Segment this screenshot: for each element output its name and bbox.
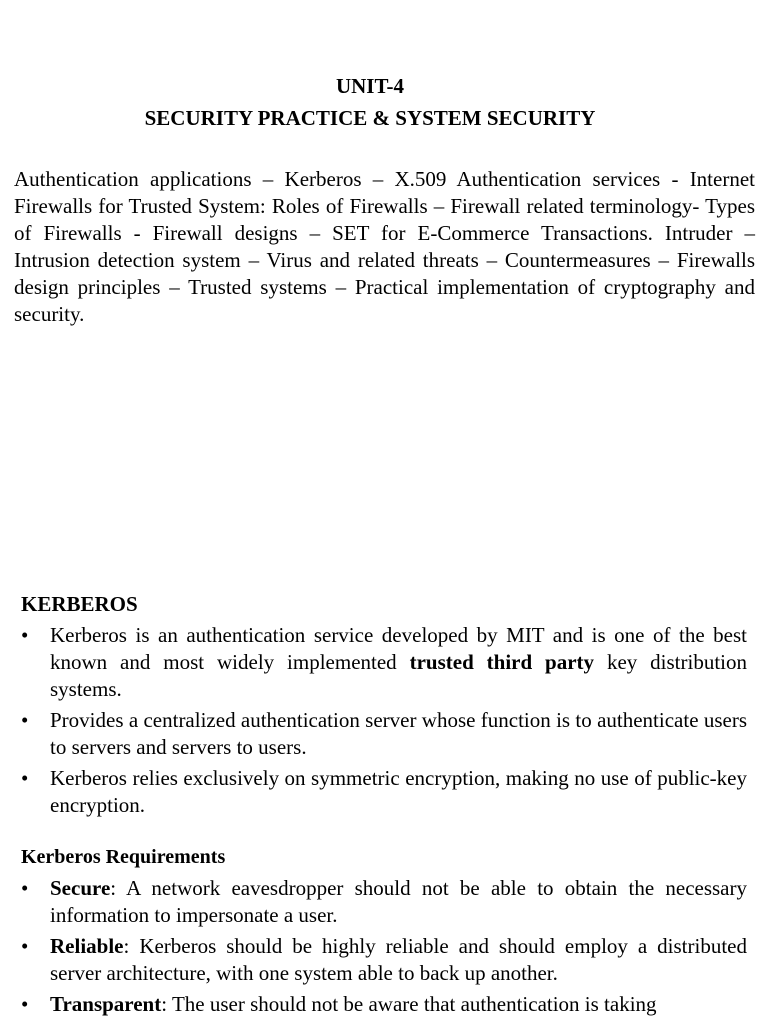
- syllabus-paragraph: Authentication applications – Kerberos – X.509 Authentication services - Internet Firewalls for Trusted System: Roles of Firewalls – Firewall related terminology- Types of Firewalls - Firewall designs – SET for E-Commerce Transactions. Intruder – Intrusion detection system – Virus and related threats – Countermeasures – Firewalls design principles – Trusted systems – Practical implementation of cryptography and security.: [14, 167, 755, 326]
- requirements-section: [21, 843, 747, 1022]
- list-item: [21, 622, 747, 703]
- requirement-text: : A network eavesdropper should not be able to obtain the necessary information to impersonate a user.: [50, 876, 747, 927]
- list-item-text: key distribution systems.: [50, 650, 747, 701]
- list-item: [21, 991, 747, 1018]
- requirement-term: Secure: [50, 876, 111, 900]
- section-heading-requirements: Kerberos Requirements: [21, 846, 226, 868]
- unit-title: SECURITY PRACTICE & SYSTEM SECURITY: [144, 106, 596, 130]
- emphasis-text: trusted third party: [409, 650, 595, 674]
- bullet-icon: •: [21, 766, 29, 790]
- section-heading-kerberos: KERBEROS: [21, 592, 138, 616]
- kerberos-section: [21, 590, 747, 823]
- bullet-icon: •: [21, 992, 29, 1016]
- bullet-icon: •: [21, 623, 29, 647]
- requirement-text: : Kerberos should be highly reliable and should employ a distributed server architecture, with one system able to back up another.: [50, 934, 747, 985]
- list-item-text: Kerberos relies exclusively on symmetric encryption, making no use of public-key encryption.: [50, 766, 747, 817]
- list-item: [21, 875, 747, 929]
- requirement-text: : The user should not be aware that authentication is taking: [161, 992, 657, 1016]
- list-item: [21, 933, 747, 987]
- unit-header: [0, 70, 740, 134]
- requirement-term: Reliable: [50, 934, 124, 958]
- requirement-term: Transparent: [50, 992, 162, 1016]
- list-item: [21, 765, 747, 819]
- unit-number: UNIT-4: [335, 74, 405, 98]
- list-item-text: Kerberos is an authentication service developed by MIT and is one of the best known and most widely implemented: [50, 623, 747, 674]
- kerberos-bullet-list: [21, 622, 747, 819]
- list-item-text: Provides a centralized authentication server whose function is to authenticate users to servers and servers to users.: [50, 708, 747, 759]
- list-item: [21, 707, 747, 761]
- bullet-icon: •: [21, 876, 29, 900]
- bullet-icon: •: [21, 934, 29, 958]
- bullet-icon: •: [21, 708, 29, 732]
- requirements-bullet-list: [21, 875, 747, 1018]
